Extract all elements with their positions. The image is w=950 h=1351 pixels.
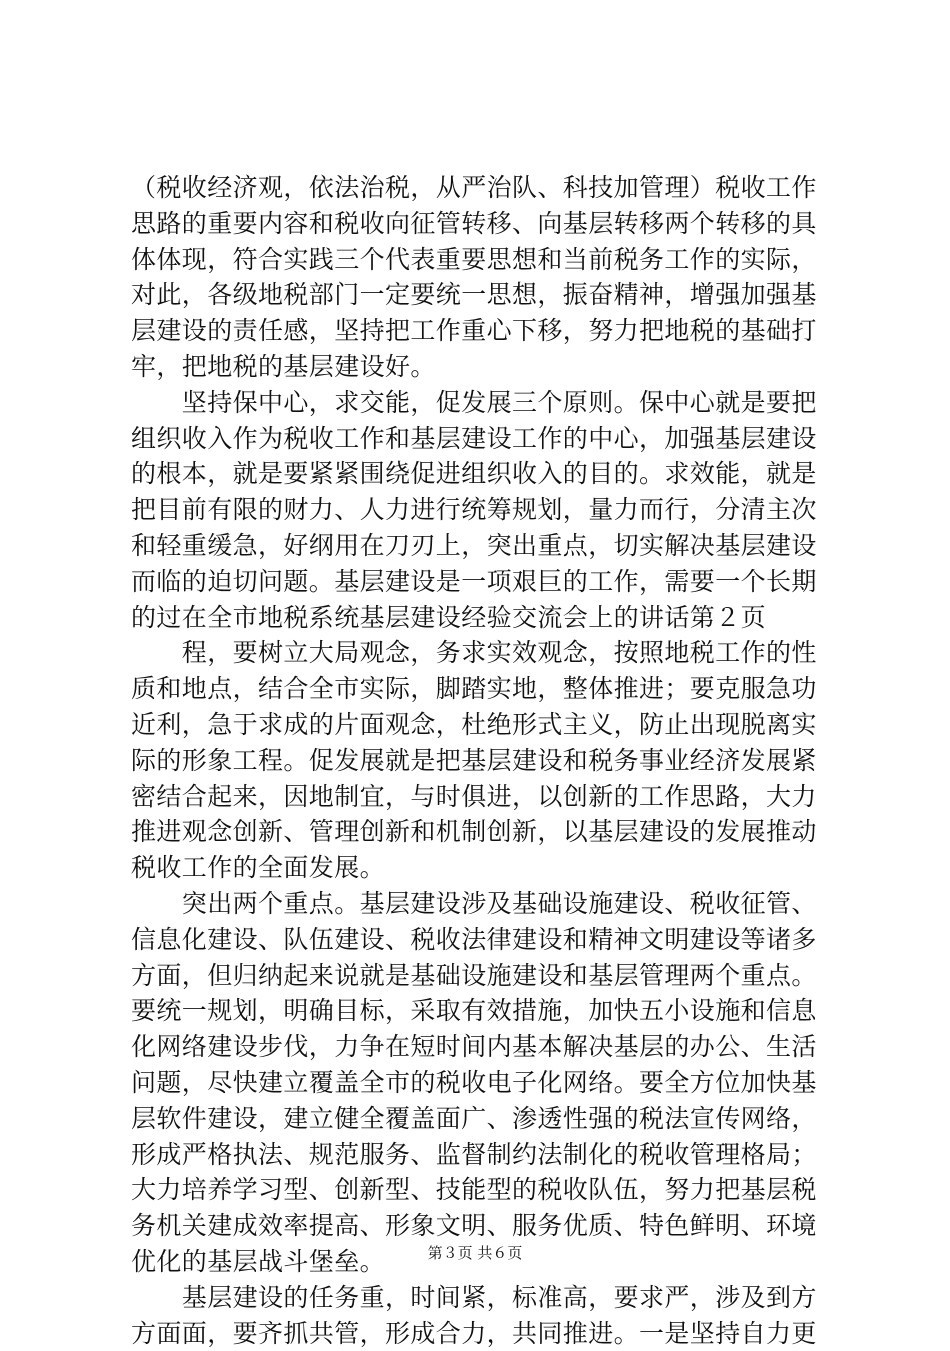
body-text	[131, 170, 831, 1351]
text-line: 推进观念创新、管理创新和机制创新，以基层建设的发展推动	[131, 814, 831, 850]
text-line: 而临的迫切问题。基层建设是一项艰巨的工作，需要一个长期	[131, 564, 831, 600]
text-line: 密结合起来，因地制宜，与时俱进，以创新的工作思路，大力	[131, 779, 831, 815]
text-line: 形成严格执法、规范服务、监督制约法制化的税收管理格局；	[131, 1137, 831, 1173]
text-line: 化网络建设步伐，力争在短时间内基本解决基层的办公、生活	[131, 1029, 831, 1065]
text-line: 牢，把地税的基层建设好。	[131, 349, 831, 385]
text-line: 要统一规划，明确目标，采取有效措施，加快五小设施和信息	[131, 993, 831, 1029]
text-line: 近利，急于求成的片面观念，杜绝形式主义，防止出现脱离实	[131, 707, 831, 743]
text-line: 方面，但归纳起来说就是基础设施建设和基层管理两个重点。	[131, 958, 831, 994]
text-line: 质和地点，结合全市实际，脚踏实地，整体推进；要克服急功	[131, 671, 831, 707]
text-line: 突出两个重点。基层建设涉及基础设施建设、税收征管、	[131, 886, 831, 922]
text-line: 程，要树立大局观念，务求实效观念，按照地税工作的性	[131, 635, 831, 671]
text-line: 问题，尽快建立覆盖全市的税收电子化网络。要全方位加快基	[131, 1065, 831, 1101]
text-line: （税收经济观，依法治税，从严治队、科技加管理）税收工作	[131, 170, 831, 206]
text-line: 思路的重要内容和税收向征管转移、向基层转移两个转移的具	[131, 206, 831, 242]
text-line: 的根本，就是要紧紧围绕促进组织收入的目的。求效能，就是	[131, 456, 831, 492]
text-line: 际的形象工程。促发展就是把基层建设和税务事业经济发展紧	[131, 743, 831, 779]
text-line: 大力培养学习型、创新型、技能型的税收队伍，努力把基层税	[131, 1172, 831, 1208]
text-line: 务机关建成效率提高、形象文明、服务优质、特色鲜明、环境	[131, 1208, 831, 1244]
text-line: 组织收入作为税收工作和基层建设工作的中心，加强基层建设	[131, 421, 831, 457]
text-line: 把目前有限的财力、人力进行统筹规划，量力而行，分清主次	[131, 492, 831, 528]
text-line: 和轻重缓急，好纲用在刀刃上，突出重点，切实解决基层建设	[131, 528, 831, 564]
text-line: 基层建设的任务重，时间紧，标准高，要求严，涉及到方	[131, 1280, 831, 1316]
text-line: 对此，各级地税部门一定要统一思想，振奋精神，增强加强基	[131, 277, 831, 313]
page-footer: 第３页 共６页	[0, 1243, 950, 1263]
text-line: 优化的基层战斗堡垒。	[131, 1244, 831, 1280]
text-line: 方面面，要齐抓共管，形成合力，共同推进。一是坚持自力更	[131, 1316, 831, 1351]
text-line: 层建设的责任感，坚持把工作重心下移，努力把地税的基础打	[131, 313, 831, 349]
text-line: 税收工作的全面发展。	[131, 850, 831, 886]
text-line: 的过在全市地税系统基层建设经验交流会上的讲话第２页	[131, 600, 831, 636]
text-line: 体体现，符合实践三个代表重要思想和当前税务工作的实际，	[131, 242, 831, 278]
text-line: 层软件建设，建立健全覆盖面广、渗透性强的税法宣传网络，	[131, 1101, 831, 1137]
text-line: 信息化建设、队伍建设、税收法律建设和精神文明建设等诸多	[131, 922, 831, 958]
text-line: 坚持保中心，求交能，促发展三个原则。保中心就是要把	[131, 385, 831, 421]
